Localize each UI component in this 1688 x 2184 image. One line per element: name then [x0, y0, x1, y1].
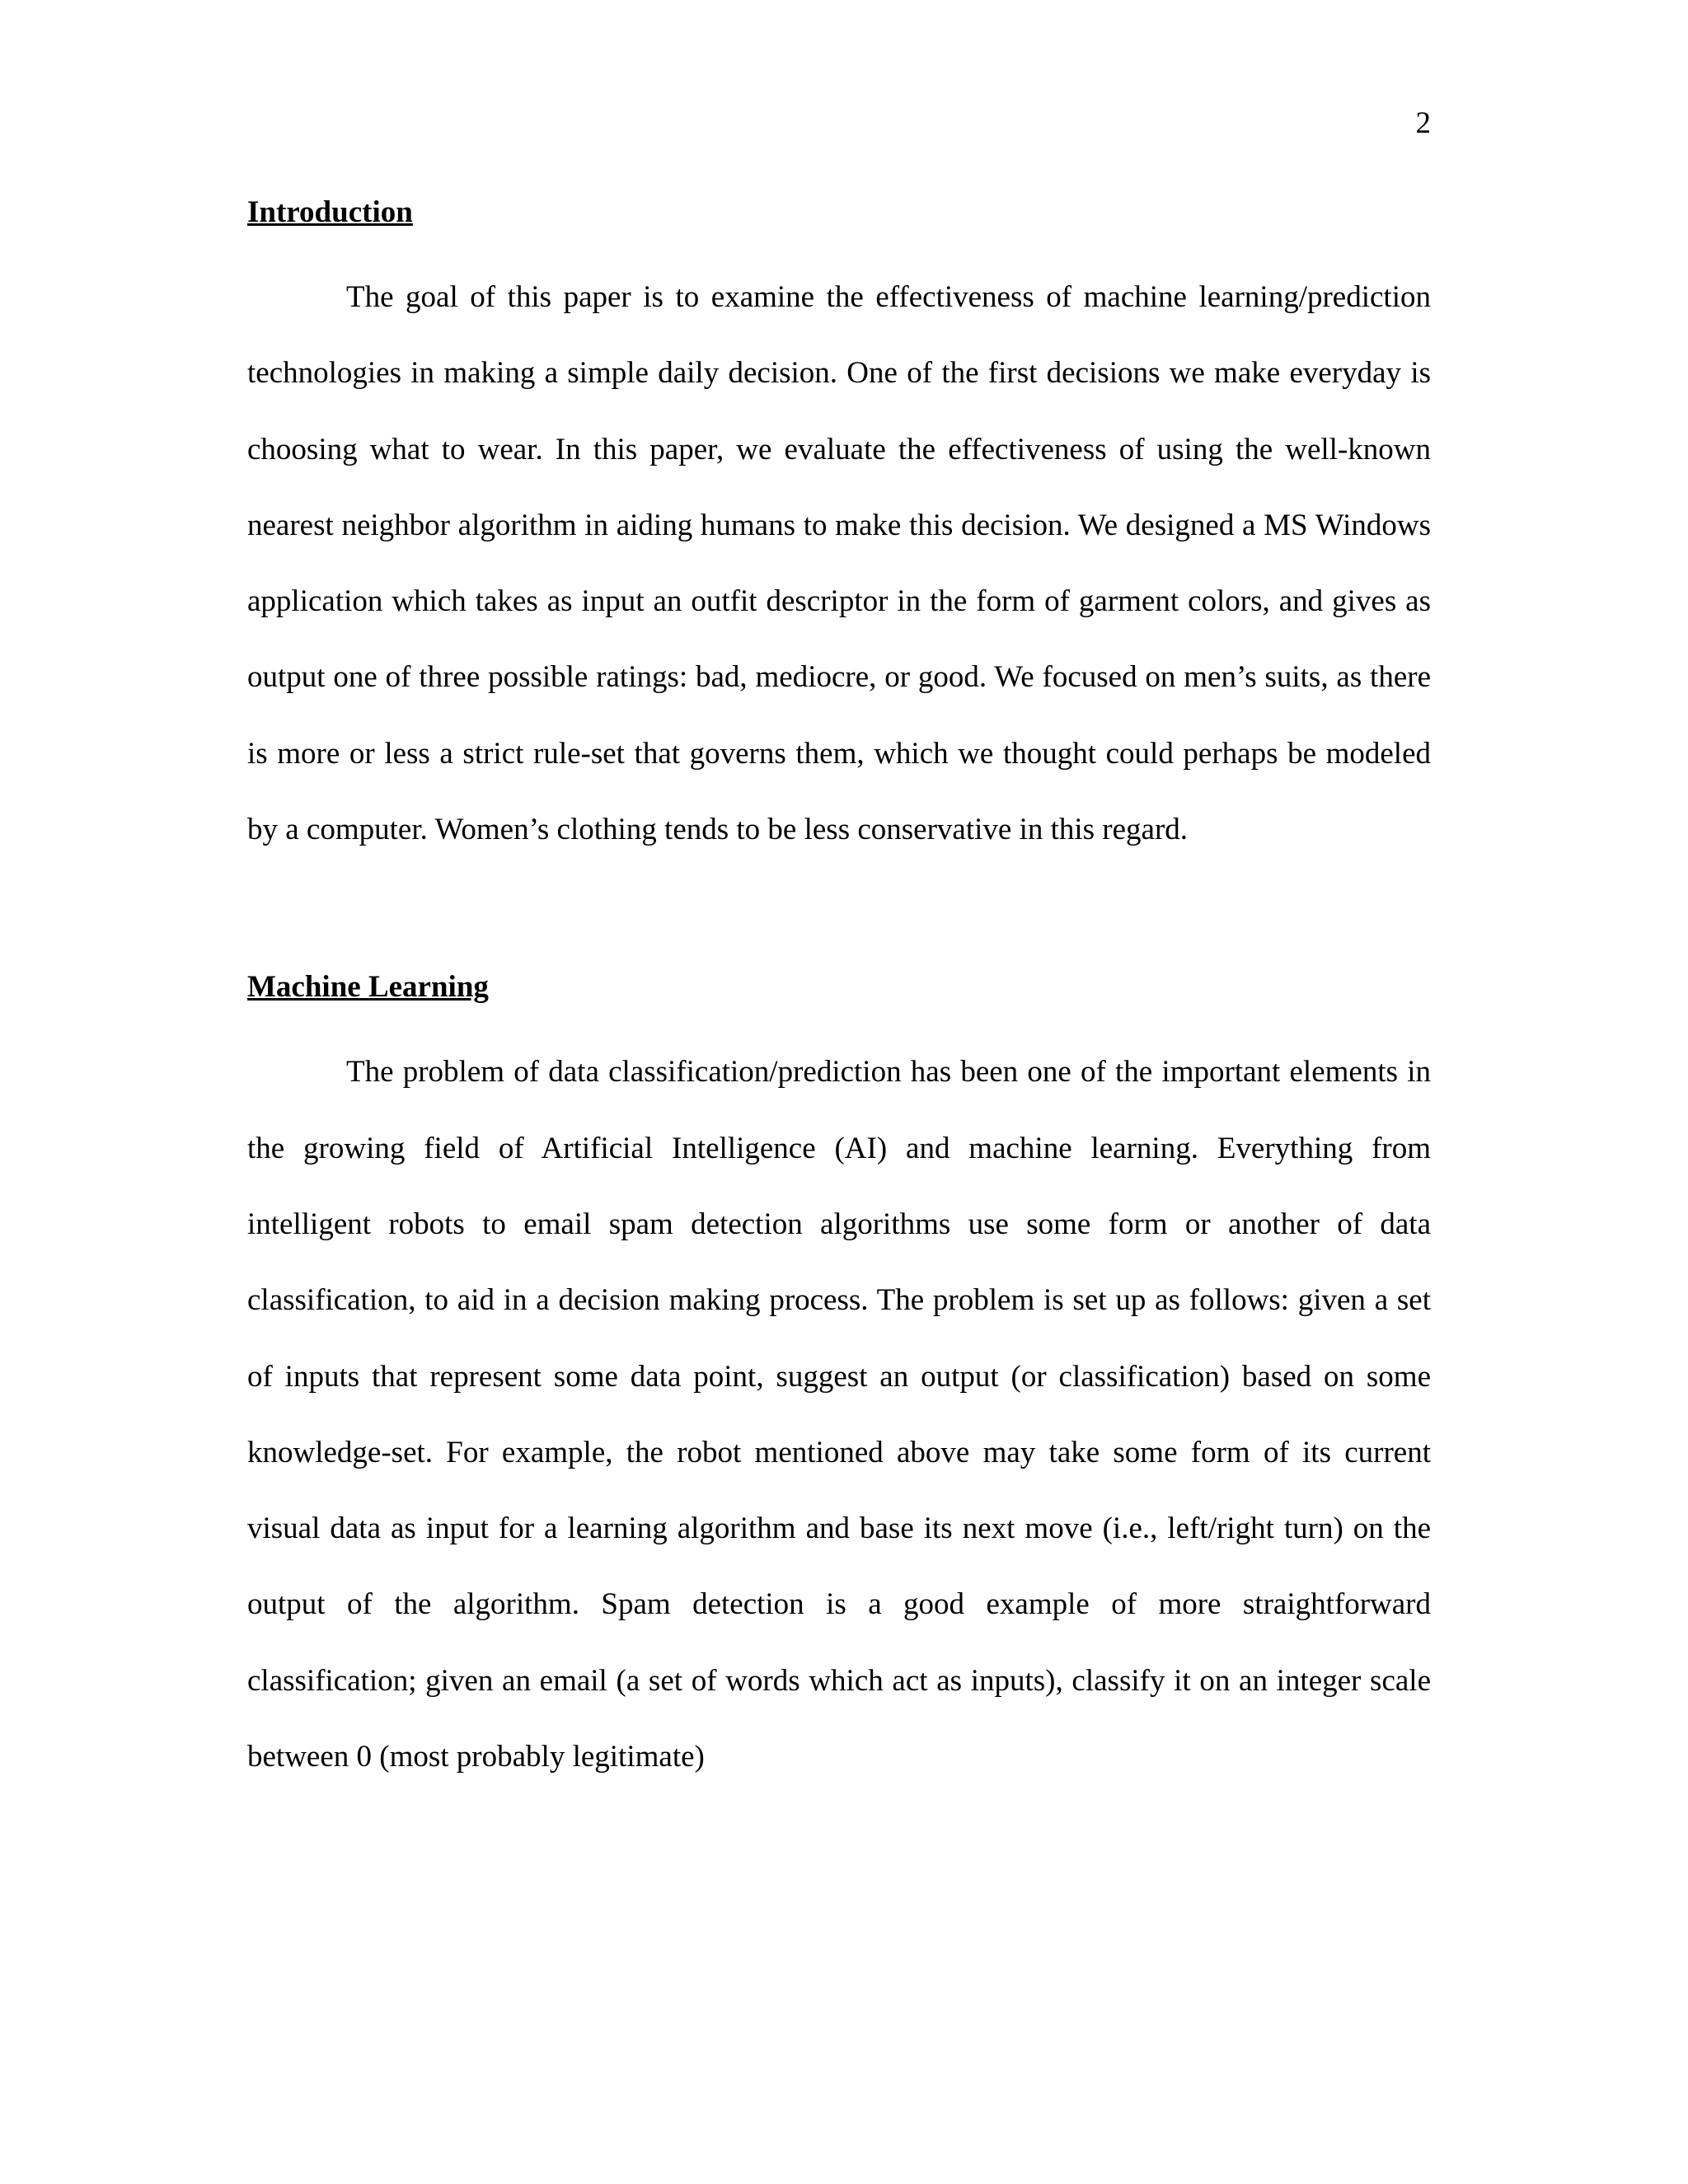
section-heading-introduction: Introduction [247, 195, 413, 229]
page-number: 2 [1415, 106, 1431, 140]
introduction-paragraph: The goal of this paper is to examine the effectiveness of machine learning/prediction technologies in making a simple daily decision. One of the first decisions we make everyday is choosing what to wear. In this paper, we evaluate the effectiveness of using the well-known nearest neighbor algorithm in aiding humans to make this decision. We designed a MS Windows application which takes as input an outfit descriptor in the form of garment colors, and gives as output one of three possible ratings: bad, mediocre, or good. We focused on men’s suits, as there is more or less a strict rule-set that governs them, which we thought could perhaps be modeled by a computer. Women’s clothing tends to be less conservative in this regard. [247, 280, 1431, 847]
machine-learning-paragraph: The problem of data classification/prediction has been one of the important elements in the growing field of Artificial Intelligence (AI) and machine learning. Everything from intelligent robots to email spam detection algorithms use some form or another of data classification, to aid in a decision making process. The problem is set up as follows: given a set of inputs that represent some data point, suggest an output (or classification) based on some knowledge-set. For example, the robot mentioned above may take some form of its current visual data as input for a learning algorithm and base its next move (i.e., left/right turn) on the output of the algorithm. Spam detection is a good example of more straightforward classification; given an email (a set of words which act as inputs), classify it on an integer scale between 0 (most probably legitimate) [247, 1055, 1431, 1774]
section-heading-machine-learning: Machine Learning [247, 970, 489, 1005]
page-body [247, 188, 1431, 1795]
